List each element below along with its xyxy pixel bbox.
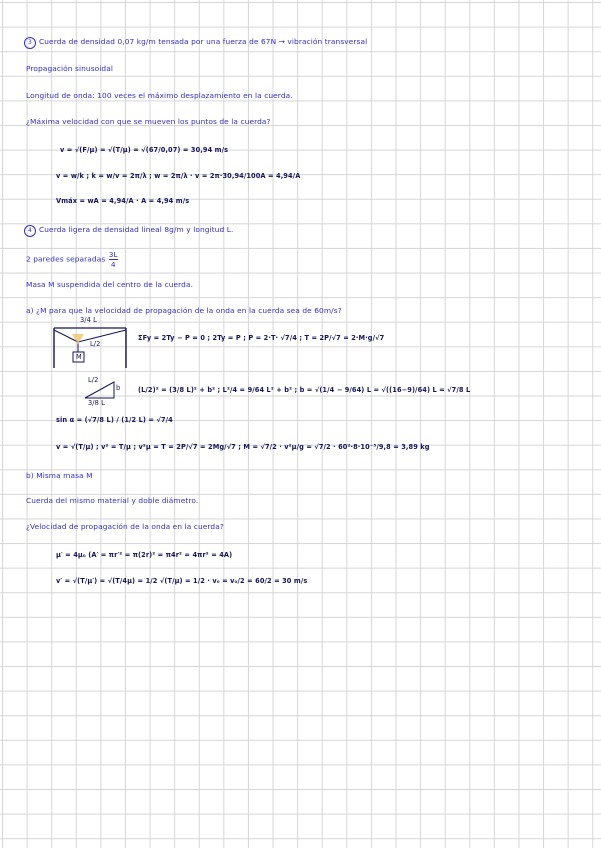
equation-pythagoras: (L/2)² = (3/8 L)² + b² ; L²/4 = 9/64 L² + b² ; b = √(1/4 − 9/64) L = √((16−9)/64) L = √7/8 L <box>138 386 471 394</box>
rope-diagram <box>42 316 132 374</box>
diagram-side-label: L/2 <box>90 340 101 348</box>
rope-diagram-svg <box>42 316 132 374</box>
equation-sine: sin α = (√7/8 L) / (1/2 L) = √7/4 <box>56 416 173 424</box>
geometry-triangle <box>82 374 132 408</box>
walls-fraction <box>109 250 118 269</box>
walls-separation <box>26 250 119 269</box>
part-b-question: ¿Velocidad de propagación de la onda en la cuerda? <box>26 522 224 531</box>
question-max-velocity: ¿Máxima velocidad con que se mueven los puntos de la cuerda? <box>26 117 271 126</box>
problem-3-number: 3 <box>24 37 36 49</box>
propagation-note: Propagación sinusoidal <box>26 64 114 73</box>
equation-wavenumber: v = w/k ; k = w/v = 2π/λ ; w = 2π/λ · v = 2π·30,94/100A = 4,94/A <box>56 172 301 180</box>
walls-fraction-num: 3L <box>108 250 118 259</box>
equation-mass-result: v = √(T/μ) ; v² = T/μ ; v²μ = T = 2P/√7 = 2Mg/√7 ; M = √7/2 · v²μ/g = √7/2 · 60²·8·10⁻³/9,8 = 3,89 kg <box>56 443 430 451</box>
equation-forces: ΣFy = 2Ty − P = 0 ; 2Ty = P ; P = 2·T· √7/4 ; T = 2P/√7 = 2·M·g/√7 <box>138 334 385 342</box>
mass-note: Masa M suspendida del centro de la cuerda. <box>26 280 194 289</box>
walls-text: 2 paredes separadas <box>26 254 106 264</box>
equation-vmax: Vmáx = wA = 4,94/A · A = 4,94 m/s <box>56 197 190 205</box>
problem-3-statement <box>24 37 367 49</box>
triangle-adjacent: 3/8 L <box>88 399 105 407</box>
part-a-question: a) ¿M para que la velocidad de propagación de la onda en la cuerda sea de 60m/s? <box>26 306 342 315</box>
walls-fraction-den: 4 <box>110 260 116 269</box>
wavelength-note: Longitud de onda: 100 veces el máximo desplazamiento en la cuerda. <box>26 91 293 100</box>
diagram-mass-label: M <box>76 353 82 361</box>
triangle-opposite: b <box>116 384 121 392</box>
problem-4-text: Cuerda ligera de densidad lineal 8g/m y longitud L. <box>39 225 234 234</box>
equation-new-velocity: v′ = √(T/μ′) = √(T/4μ) = 1/2 √(T/μ) = 1/2 · v₀ = v₀/2 = 60/2 = 30 m/s <box>56 577 308 585</box>
problem-4-number: 4 <box>24 225 36 237</box>
triangle-hypotenuse: L/2 <box>88 376 99 384</box>
problem-3-text: Cuerda de densidad 0,07 kg/m tensada por una fuerza de 67N → vibración transversal <box>39 37 368 46</box>
part-b-material: Cuerda del mismo material y doble diámetro. <box>26 496 199 505</box>
diagram-top-label: 3/4 L <box>80 316 97 324</box>
part-b-heading: b) Misma masa M <box>26 471 93 480</box>
equation-wave-speed: v = √(F/μ) = √(T/μ) = √(67/0,07) = 30,94 m/s <box>60 146 229 154</box>
equation-density-ratio: μ′ = 4μ₀ (A′ = πr′² = π(2r)² = π4r² = 4πr² = 4A) <box>56 551 233 559</box>
problem-4-statement <box>24 225 233 237</box>
